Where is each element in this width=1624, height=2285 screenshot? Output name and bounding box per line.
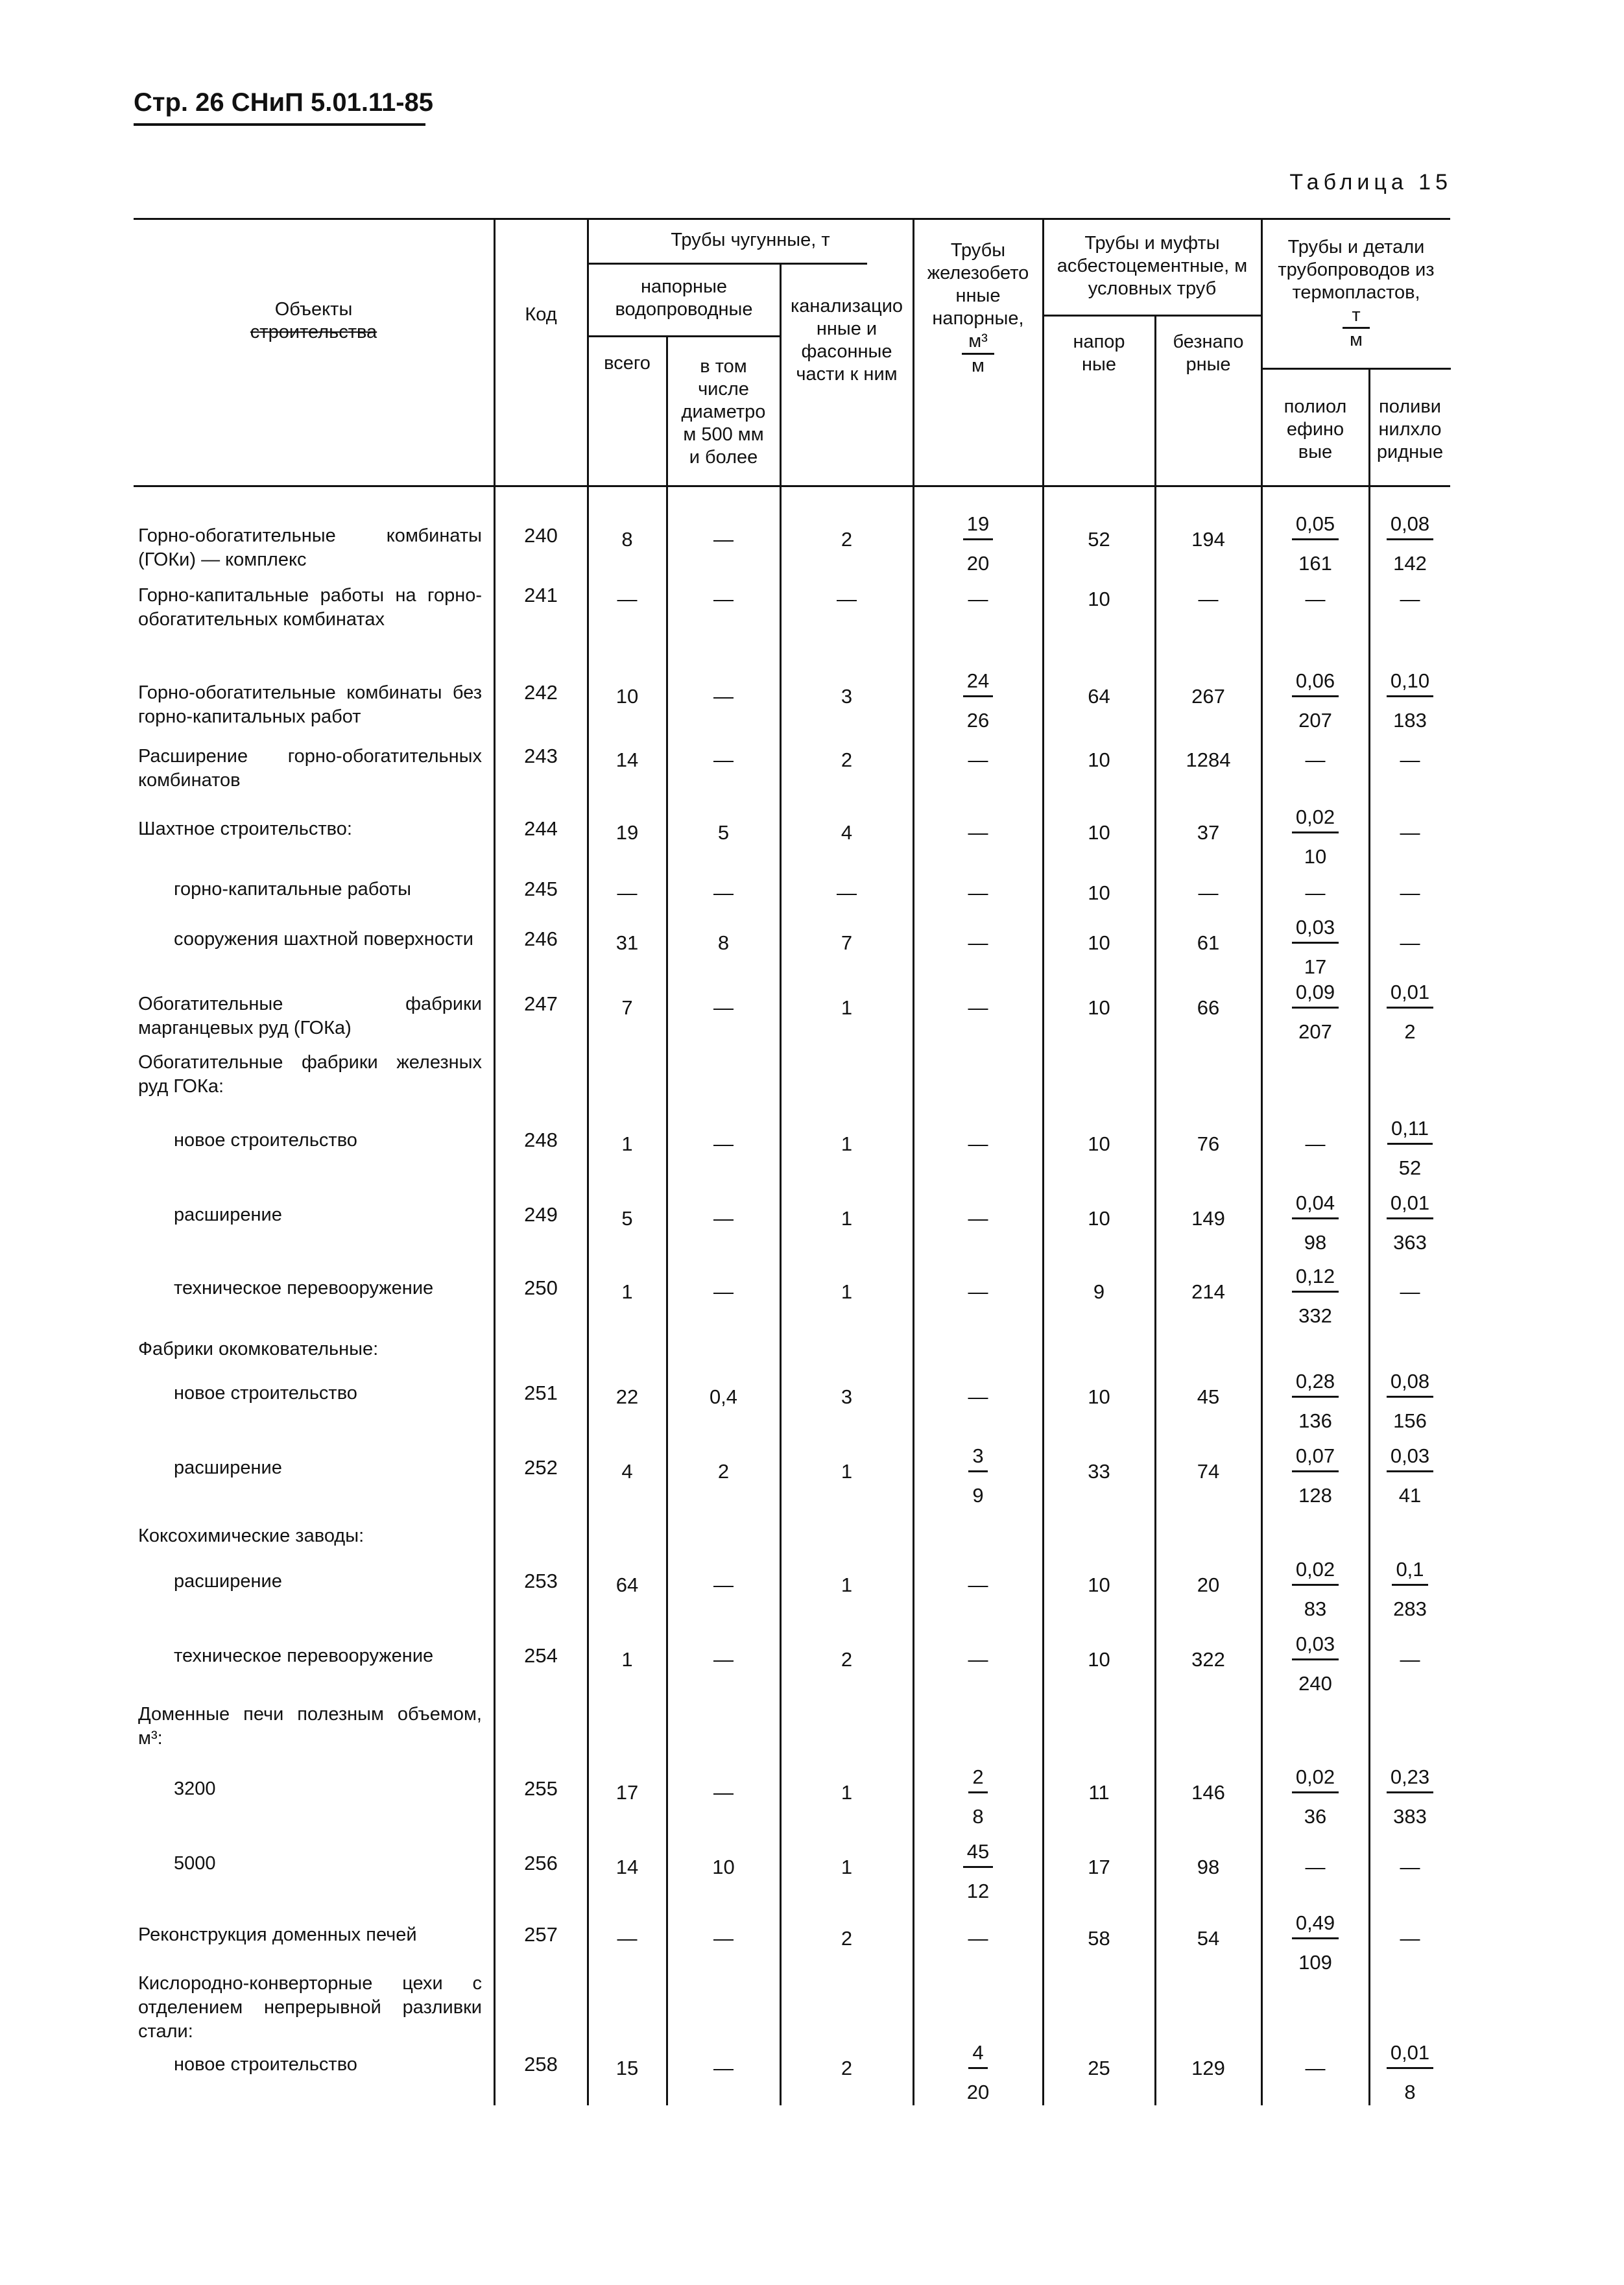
cell-total: 14 — [615, 748, 639, 771]
cell-pvc-numerator: 0,11 — [1387, 1117, 1433, 1145]
cell-po-denominator: 332 — [1298, 1304, 1332, 1327]
cell-pvc-numerator: 0,03 — [1387, 1444, 1433, 1472]
cell-code: 254 — [524, 1644, 558, 1667]
cell-code: 251 — [524, 1382, 558, 1404]
row-object-name: Кислородно-конверторные цехи с отделением непрерывной разливки стали: — [138, 1973, 482, 2042]
cell-pvc: — — [1400, 1648, 1420, 1671]
row-object-name: расширение — [174, 1457, 282, 1478]
cell-pvc-denominator: 363 — [1393, 1231, 1427, 1254]
cell-po-fraction — [1262, 1370, 1368, 1433]
cell-d500: 0,4 — [709, 1385, 738, 1408]
cell-sewer: — — [837, 881, 857, 904]
cell-d500: — — [713, 1927, 734, 1950]
cell-d500: — — [713, 1280, 734, 1303]
col-sep-code-right — [587, 218, 589, 2105]
header-asbestos-label: Трубы и муфты асбестоцементные, м условных труб — [1057, 232, 1248, 299]
cell-sewer: 2 — [841, 1927, 853, 1950]
cell-sewer: 1 — [841, 1207, 853, 1230]
header-objects-label: Объекты — [274, 299, 353, 320]
cell-po: — — [1305, 881, 1326, 904]
cell-code: 250 — [524, 1276, 558, 1299]
cell-rc: — — [968, 931, 988, 954]
cell-po-fraction — [1262, 1765, 1368, 1828]
header-objects — [134, 292, 494, 350]
cell-pvc: — — [1400, 588, 1420, 610]
cell-po: — — [1305, 588, 1326, 610]
cell-po-denominator: 98 — [1304, 1231, 1327, 1254]
cell-asb-p: 10 — [1088, 881, 1110, 904]
cell-d500: — — [713, 1573, 734, 1596]
cell-pvc-numerator: 0,01 — [1387, 1191, 1433, 1219]
cell-d500: — — [713, 685, 734, 708]
cell-total: 17 — [615, 1781, 639, 1804]
cell-asb-np: 37 — [1197, 821, 1220, 844]
header-incl-500 — [667, 341, 780, 483]
cell-sewer: 1 — [841, 1573, 853, 1596]
row-object-name: Горно-обогатительные комбинаты без горно-капитальных работ — [138, 682, 482, 727]
cell-total: 1 — [621, 1280, 633, 1303]
header-sewer — [781, 266, 913, 415]
cell-po-fraction — [1262, 1633, 1368, 1695]
cell-code: 246 — [524, 927, 558, 950]
cell-sewer: 3 — [841, 1385, 853, 1408]
cell-pvc-denominator: 156 — [1393, 1409, 1427, 1432]
cell-total: 15 — [615, 2057, 639, 2079]
header-sewer-label: канализационные и фасонные части к ним — [790, 296, 903, 385]
cell-code: 249 — [524, 1203, 558, 1226]
cell-code: 252 — [524, 1456, 558, 1479]
cell-po-fraction — [1262, 806, 1368, 868]
cell-asb-np: 74 — [1197, 1460, 1220, 1483]
cell-total: — — [617, 588, 638, 610]
cell-po-numerator: 0,07 — [1292, 1444, 1339, 1472]
cell-d500: — — [713, 1132, 734, 1155]
cell-pvc-fraction — [1370, 981, 1450, 1044]
cell-asb-p: 10 — [1088, 1385, 1110, 1408]
cell-code: 243 — [524, 745, 558, 767]
cell-pvc-denominator: 383 — [1393, 1805, 1427, 1828]
cell-total: — — [617, 1927, 638, 1950]
cell-po-denominator: 207 — [1298, 709, 1332, 732]
cell-asb-np: 61 — [1197, 931, 1220, 954]
cell-asb-p: 9 — [1093, 1280, 1105, 1303]
cell-po-fraction — [1262, 1191, 1368, 1254]
row-object-name: сооружения шахтной поверхности — [174, 929, 473, 950]
cell-d500: — — [713, 1781, 734, 1804]
header-rule-thermo-frac — [1263, 368, 1451, 370]
header-asbestos — [1044, 221, 1261, 311]
header-polyolefin-label: полиолефиновые — [1284, 396, 1347, 462]
cell-rc-numerator: 45 — [963, 1840, 993, 1868]
row-object-name: 5000 — [174, 1853, 216, 1874]
cell-pvc-fraction — [1370, 1370, 1450, 1433]
header-rc-unit-num: м³ — [962, 330, 994, 355]
row-object-name: техническое перевооружение — [174, 1278, 434, 1298]
cell-po-numerator: 0,12 — [1292, 1265, 1339, 1293]
cell-po-fraction — [1262, 1265, 1368, 1328]
row-object-name: горно-капитальные работы — [174, 879, 411, 900]
header-code — [495, 292, 587, 337]
cell-pvc-denominator: 41 — [1398, 1484, 1422, 1507]
cell-sewer: 2 — [841, 1648, 853, 1671]
cell-rc-denominator: 20 — [966, 2081, 990, 2103]
header-incl-500-label: в том числе диаметром 500 мм и более — [681, 355, 766, 468]
row-object-name: Горно-обогатительные комбинаты (ГОКи) — комплекс — [138, 525, 482, 570]
cell-asb-p: 11 — [1088, 1781, 1110, 1804]
row-object-name: Обогатительные фабрики железных руд ГОКа: — [138, 1052, 482, 1097]
header-rule-cast-iron — [588, 263, 867, 265]
cell-rc-numerator: 3 — [968, 1444, 987, 1472]
cell-total: — — [617, 881, 638, 904]
cell-sewer: — — [837, 588, 857, 610]
cell-asb-np: 194 — [1191, 528, 1225, 551]
cell-pvc-fraction — [1370, 1444, 1450, 1507]
cell-pvc-denominator: 8 — [1404, 2081, 1416, 2103]
header-rule-asbestos — [1042, 315, 1261, 317]
cell-rc: — — [968, 821, 988, 844]
cell-po-denominator: 36 — [1304, 1805, 1327, 1828]
table-caption: Таблица 15 — [1289, 170, 1452, 195]
cell-asb-p: 52 — [1088, 528, 1110, 551]
header-rc — [914, 224, 1042, 392]
cell-total: 14 — [615, 1856, 639, 1878]
cell-asb-p: 10 — [1088, 821, 1110, 844]
cell-sewer: 2 — [841, 528, 853, 551]
cell-po-numerator: 0,04 — [1292, 1191, 1339, 1219]
header-bottom-rule — [134, 485, 1450, 487]
cell-po-denominator: 240 — [1298, 1672, 1332, 1695]
row-object-name: Горно-капитальные работы на горно-обогатительных комбинатах — [138, 585, 482, 630]
header-thermo-label: Трубы и детали трубопроводов из термопластов, — [1278, 236, 1435, 303]
header-thermo-unit-den: м — [1350, 329, 1363, 350]
cell-d500: 5 — [717, 821, 730, 844]
cell-asb-p: 10 — [1088, 1573, 1110, 1596]
cell-rc-fraction — [914, 1444, 1042, 1507]
cell-rc-fraction — [914, 512, 1042, 575]
cell-po: — — [1305, 1856, 1326, 1878]
cell-pvc-fraction — [1370, 512, 1450, 575]
cell-asb-p: 10 — [1088, 588, 1110, 610]
cell-po-denominator: 207 — [1298, 1020, 1332, 1043]
cell-pvc-fraction — [1370, 1558, 1450, 1621]
cell-d500: — — [713, 528, 734, 551]
cell-asb-np: 66 — [1197, 996, 1220, 1019]
cell-rc-fraction — [914, 1840, 1042, 1903]
cell-asb-p: 25 — [1088, 2057, 1110, 2079]
header-pressure-water-label: напорные водопроводные — [615, 276, 753, 320]
cell-d500: — — [713, 996, 734, 1019]
cell-asb-np: 76 — [1197, 1132, 1220, 1155]
cell-po-fraction — [1262, 1444, 1368, 1507]
row-object-name: новое строительство — [174, 1130, 357, 1151]
cell-pvc: — — [1400, 748, 1420, 771]
cell-po-denominator: 136 — [1298, 1409, 1332, 1432]
cell-total: 5 — [621, 1207, 633, 1230]
cell-total: 22 — [615, 1385, 639, 1408]
row-object-name: расширение — [174, 1204, 282, 1225]
cell-asb-p: 33 — [1088, 1460, 1110, 1483]
cell-asb-np: 146 — [1191, 1781, 1225, 1804]
row-object-name: расширение — [174, 1571, 282, 1592]
cell-rc: — — [968, 1648, 988, 1671]
cell-asb-p: 10 — [1088, 931, 1110, 954]
cell-code: 258 — [524, 2053, 558, 2076]
cell-po-numerator: 0,06 — [1292, 669, 1339, 697]
cell-asb-p: 17 — [1088, 1856, 1110, 1878]
cell-total: 64 — [615, 1573, 639, 1596]
cell-total: 10 — [615, 685, 639, 708]
cell-rc-numerator: 4 — [968, 2041, 987, 2069]
header-pressure-water — [588, 266, 780, 331]
cell-sewer: 1 — [841, 1280, 853, 1303]
header-cast-iron-label: Трубы чугунные, т — [671, 229, 830, 250]
cell-po-fraction — [1262, 981, 1368, 1044]
header-asb-nonpressure-label: безнапорные — [1173, 331, 1244, 375]
header-total-label: всего — [604, 352, 651, 374]
cell-pvc-numerator: 0,10 — [1387, 669, 1433, 697]
cell-sewer: 3 — [841, 685, 853, 708]
cell-pvc: — — [1400, 881, 1420, 904]
cell-pvc: — — [1400, 1856, 1420, 1878]
cell-total: 7 — [621, 996, 633, 1019]
row-object-name: Расширение горно-обогатительных комбинатов — [138, 746, 482, 791]
row-object-name: новое строительство — [174, 2054, 357, 2075]
cell-sewer: 4 — [841, 821, 853, 844]
cell-po: — — [1305, 748, 1326, 771]
cell-pvc-fraction — [1370, 669, 1450, 732]
row-object-name: Доменные печи полезным объемом, м³: — [138, 1704, 482, 1749]
cell-rc-fraction — [914, 669, 1042, 732]
header-objects-sub: строительства — [250, 322, 377, 342]
cell-rc-denominator: 26 — [966, 709, 990, 732]
cell-total: 8 — [621, 528, 633, 551]
cell-code: 240 — [524, 524, 558, 547]
row-object-name: 3200 — [174, 1778, 216, 1799]
cell-sewer: 1 — [841, 1856, 853, 1878]
col-sep-rc-right — [1042, 218, 1044, 2105]
header-code-label: Код — [525, 304, 557, 325]
cell-pvc-numerator: 0,23 — [1387, 1765, 1433, 1793]
cell-asb-np: 20 — [1197, 1573, 1220, 1596]
row-object-name: Шахтное строительство: — [138, 819, 352, 839]
cell-pvc: — — [1400, 1927, 1420, 1950]
cell-rc: — — [968, 1132, 988, 1155]
cell-po-denominator: 161 — [1298, 552, 1332, 575]
cell-po-fraction — [1262, 512, 1368, 575]
row-object-name: новое строительство — [174, 1383, 357, 1404]
cell-asb-p: 10 — [1088, 748, 1110, 771]
cell-sewer: 7 — [841, 931, 853, 954]
header-rc-unit-den: м — [972, 355, 985, 376]
cell-pvc: — — [1400, 1280, 1420, 1303]
cell-po-numerator: 0,09 — [1292, 981, 1339, 1009]
cell-pvc-fraction — [1370, 1191, 1450, 1254]
cell-asb-np: 1284 — [1186, 748, 1231, 771]
header-cast-iron — [588, 221, 913, 259]
cell-asb-p: 10 — [1088, 1132, 1110, 1155]
cell-pvc: — — [1400, 931, 1420, 954]
col-sep-code-left — [494, 218, 496, 2105]
cell-d500: — — [713, 1648, 734, 1671]
cell-pvc-numerator: 0,08 — [1387, 512, 1433, 540]
cell-po-fraction — [1262, 1911, 1368, 1974]
cell-sewer: 1 — [841, 1132, 853, 1155]
cell-pvc-denominator: 183 — [1393, 709, 1427, 732]
cell-rc-fraction — [914, 1765, 1042, 1828]
cell-asb-p: 58 — [1088, 1927, 1110, 1950]
cell-sewer: 2 — [841, 748, 853, 771]
cell-po: — — [1305, 2057, 1326, 2079]
cell-rc: — — [968, 881, 988, 904]
cell-rc-denominator: 20 — [966, 552, 990, 575]
cell-rc-fraction — [914, 2041, 1042, 2104]
header-asb-nonpressure — [1156, 324, 1261, 383]
cell-asb-np: 45 — [1197, 1385, 1220, 1408]
cell-po-numerator: 0,05 — [1292, 512, 1339, 540]
cell-rc: — — [968, 1573, 988, 1596]
cell-code: 257 — [524, 1923, 558, 1946]
cell-asb-np: 98 — [1197, 1856, 1220, 1878]
cell-po-fraction — [1262, 1558, 1368, 1621]
cell-pvc-fraction — [1370, 1765, 1450, 1828]
cell-rc-denominator: 8 — [972, 1805, 984, 1828]
page-header: Стр. 26 СНиП 5.01.11-85 — [134, 88, 434, 117]
cell-rc: — — [968, 588, 988, 610]
row-object-name: Коксохимические заводы: — [138, 1525, 364, 1546]
cell-code: 244 — [524, 817, 558, 840]
header-polyolefin — [1262, 376, 1368, 483]
cell-code: 245 — [524, 878, 558, 900]
cell-rc-numerator: 19 — [963, 512, 993, 540]
cell-rc: — — [968, 1207, 988, 1230]
cell-rc: — — [968, 996, 988, 1019]
row-object-name: Фабрики окомковательные: — [138, 1339, 379, 1359]
cell-asb-p: 10 — [1088, 1648, 1110, 1671]
cell-pvc-numerator: 0,1 — [1392, 1558, 1427, 1586]
cell-sewer: 2 — [841, 2057, 853, 2079]
row-object-name: Обогатительные фабрики марганцевых руд (ГОКа) — [138, 994, 482, 1038]
cell-d500: — — [713, 2057, 734, 2079]
header-rule-pressure — [588, 335, 780, 337]
cell-pvc-numerator: 0,01 — [1387, 2041, 1433, 2069]
cell-asb-np: 149 — [1191, 1207, 1225, 1230]
cell-d500: 8 — [717, 931, 730, 954]
cell-rc: — — [968, 1280, 988, 1303]
cell-asb-np: 54 — [1197, 1927, 1220, 1950]
cell-po-numerator: 0,02 — [1292, 1558, 1339, 1586]
cell-rc: — — [968, 748, 988, 771]
cell-po-fraction — [1262, 669, 1368, 732]
cell-d500: — — [713, 881, 734, 904]
cell-po-denominator: 17 — [1304, 955, 1327, 978]
cell-total: 19 — [615, 821, 639, 844]
cell-d500: — — [713, 1207, 734, 1230]
cell-po-denominator: 83 — [1304, 1597, 1327, 1620]
cell-code: 256 — [524, 1852, 558, 1874]
cell-rc-numerator: 2 — [968, 1765, 987, 1793]
cell-pvc-numerator: 0,08 — [1387, 1370, 1433, 1398]
cell-total: 4 — [621, 1460, 633, 1483]
cell-d500: 10 — [712, 1856, 735, 1878]
cell-po-numerator: 0,03 — [1292, 916, 1339, 944]
cell-total: 1 — [621, 1648, 633, 1671]
cell-rc-numerator: 24 — [963, 669, 993, 697]
cell-sewer: 1 — [841, 1781, 853, 1804]
table-top-rule — [134, 218, 1450, 220]
cell-pvc-denominator: 283 — [1393, 1597, 1427, 1620]
cell-po-fraction — [1262, 916, 1368, 979]
cell-po-numerator: 0,49 — [1292, 1911, 1339, 1939]
header-thermo — [1262, 221, 1450, 366]
cell-rc-denominator: 9 — [972, 1484, 984, 1507]
cell-asb-np: 129 — [1191, 2057, 1225, 2079]
cell-code: 248 — [524, 1129, 558, 1151]
row-object-name: Реконструкция доменных печей — [138, 1924, 417, 1945]
cell-rc-denominator: 12 — [966, 1880, 990, 1902]
cell-po-numerator: 0,02 — [1292, 806, 1339, 833]
cell-sewer: 1 — [841, 1460, 853, 1483]
cell-po-numerator: 0,02 — [1292, 1765, 1339, 1793]
header-asb-pressure — [1044, 324, 1154, 383]
cell-pvc-fraction — [1370, 1117, 1450, 1180]
cell-asb-np: 214 — [1191, 1280, 1225, 1303]
cell-d500: 2 — [717, 1460, 730, 1483]
cell-pvc: — — [1400, 821, 1420, 844]
cell-po-denominator: 109 — [1298, 1951, 1332, 1974]
cell-pvc-denominator: 2 — [1404, 1020, 1416, 1043]
cell-pvc-denominator: 52 — [1398, 1156, 1422, 1179]
cell-d500: — — [713, 748, 734, 771]
header-rule — [134, 123, 425, 126]
cell-rc: — — [968, 1927, 988, 1950]
cell-asb-np: — — [1198, 588, 1219, 610]
cell-asb-p: 64 — [1088, 685, 1110, 708]
header-asb-pressure-label: напорные — [1073, 331, 1125, 375]
cell-rc: — — [968, 1385, 988, 1408]
header-pvc — [1370, 376, 1450, 483]
cell-total: 31 — [615, 931, 639, 954]
header-rc-label: Трубы железобетонные напорные, — [927, 239, 1029, 329]
cell-code: 253 — [524, 1570, 558, 1592]
cell-po-numerator: 0,03 — [1292, 1633, 1339, 1660]
cell-asb-p: 10 — [1088, 996, 1110, 1019]
row-object-name: техническое перевооружение — [174, 1645, 434, 1666]
cell-code: 242 — [524, 681, 558, 704]
cell-po: — — [1305, 1132, 1326, 1155]
cell-asb-np: — — [1198, 881, 1219, 904]
cell-d500: — — [713, 588, 734, 610]
cell-po-denominator: 128 — [1298, 1484, 1332, 1507]
header-total — [588, 341, 666, 386]
cell-po-denominator: 10 — [1304, 845, 1327, 868]
cell-pvc-denominator: 142 — [1393, 552, 1427, 575]
cell-po-numerator: 0,28 — [1292, 1370, 1339, 1398]
cell-asb-np: 322 — [1191, 1648, 1225, 1671]
header-thermo-unit-num: т — [1343, 304, 1369, 329]
cell-pvc-fraction — [1370, 2041, 1450, 2104]
cell-asb-p: 10 — [1088, 1207, 1110, 1230]
cell-code: 255 — [524, 1777, 558, 1800]
cell-code: 247 — [524, 992, 558, 1015]
cell-pvc-numerator: 0,01 — [1387, 981, 1433, 1009]
cell-code: 241 — [524, 584, 558, 606]
header-pvc-label: поливинилхлоридные — [1376, 396, 1444, 462]
cell-asb-np: 267 — [1191, 685, 1225, 708]
cell-total: 1 — [621, 1132, 633, 1155]
cell-sewer: 1 — [841, 996, 853, 1019]
